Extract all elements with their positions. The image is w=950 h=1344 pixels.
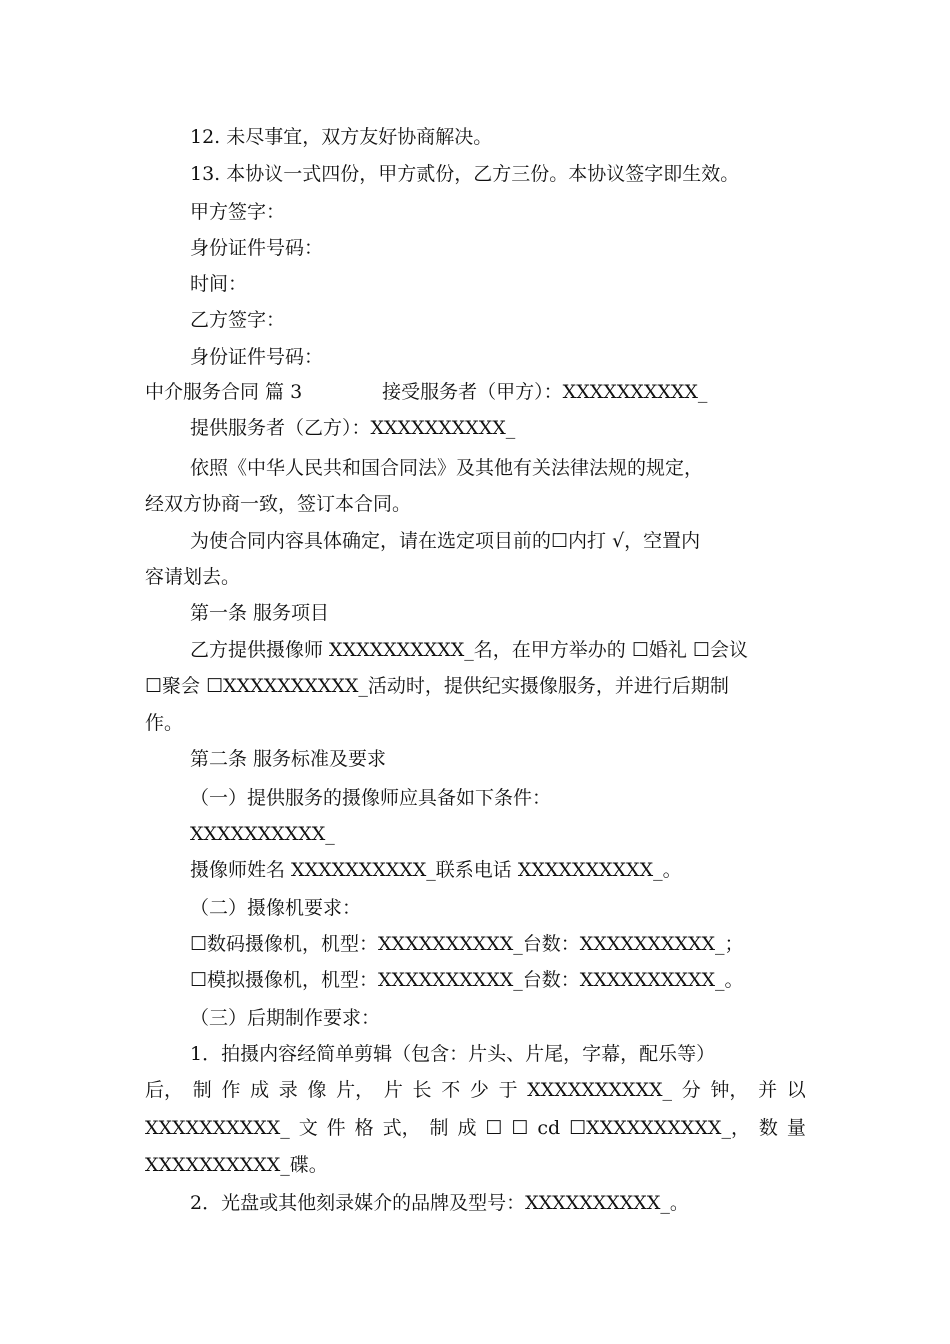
instruction-line-2: 容请划去。 [145,566,241,588]
post-production-line-4: XXXXXXXXXX_碟。 [145,1154,328,1176]
party-a-id-label: 身份证件号码： [190,237,324,259]
preamble-line-1: 依照《中华人民共和国合同法》及其他有关法律法规的规定， [190,457,704,479]
contract-title: 中介服务合同 篇 3 [145,381,303,403]
section-2-heading: （二）摄像机要求： [190,897,362,919]
contract-heading [145,380,707,404]
media-brand-line: 2．光盘或其他刻录媒介的品牌及型号：XXXXXXXXXX_。 [190,1192,689,1214]
article-1-heading: 第一条 服务项目 [190,602,330,624]
clause-13: 13. 本协议一式四份，甲方贰份，乙方三份。本协议签字即生效。 [190,163,740,185]
post-production-line-2: 后， 制 作 成 录 像 片， 片 长 不 少 于 XXXXXXXXXX_ 分 钟， 并 以 [145,1079,806,1101]
party-b-field: 提供服务者（乙方）：XXXXXXXXXX_ [190,417,516,439]
article-2-heading: 第二条 服务标准及要求 [190,748,387,770]
party-b-signature-label: 乙方签字： [190,309,286,331]
cameraman-contact-line: 摄像师姓名 XXXXXXXXXX_联系电话 XXXXXXXXXX_。 [190,859,682,881]
preamble-line-2: 经双方协商一致，签订本合同。 [145,493,412,515]
party-a-signature-label: 甲方签字： [190,201,286,223]
party-b-id-label: 身份证件号码： [190,346,324,368]
analog-camera-line: ☐模拟摄像机，机型：XXXXXXXXXX_台数：XXXXXXXXXX_。 [190,969,744,991]
article-1-line-3: 作。 [145,712,184,734]
post-production-line-1: 1．拍摄内容经简单剪辑（包含：片头、片尾，字幕，配乐等） [190,1043,716,1065]
article-1-line-1: 乙方提供摄像师 XXXXXXXXXX_名，在甲方举办的 ☐婚礼 ☐会议 [190,639,748,661]
time-label: 时间： [190,273,248,295]
digital-camera-line: ☐数码摄像机，机型：XXXXXXXXXX_台数：XXXXXXXXXX_； [190,933,744,955]
section-1-blank: XXXXXXXXXX_ [190,823,335,845]
section-1-heading: （一）提供服务的摄像师应具备如下条件： [190,787,552,809]
clause-12: 12. 未尽事宜，双方友好协商解决。 [190,126,493,148]
party-a-field: 接受服务者（甲方）：XXXXXXXXXX_ [382,381,708,403]
section-3-heading: （三）后期制作要求： [190,1007,381,1029]
article-1-line-2: ☐聚会 ☐XXXXXXXXXX_活动时，提供纪实摄像服务，并进行后期制 [145,675,729,697]
post-production-line-3: XXXXXXXXXX_ 文 件 格 式， 制 成 ☐ ☐ cd ☐XXXXXXXXXX_， 数 量 [145,1117,806,1139]
instruction-line-1: 为使合同内容具体确定，请在选定项目前的☐内打 √，空置内 [190,530,701,552]
